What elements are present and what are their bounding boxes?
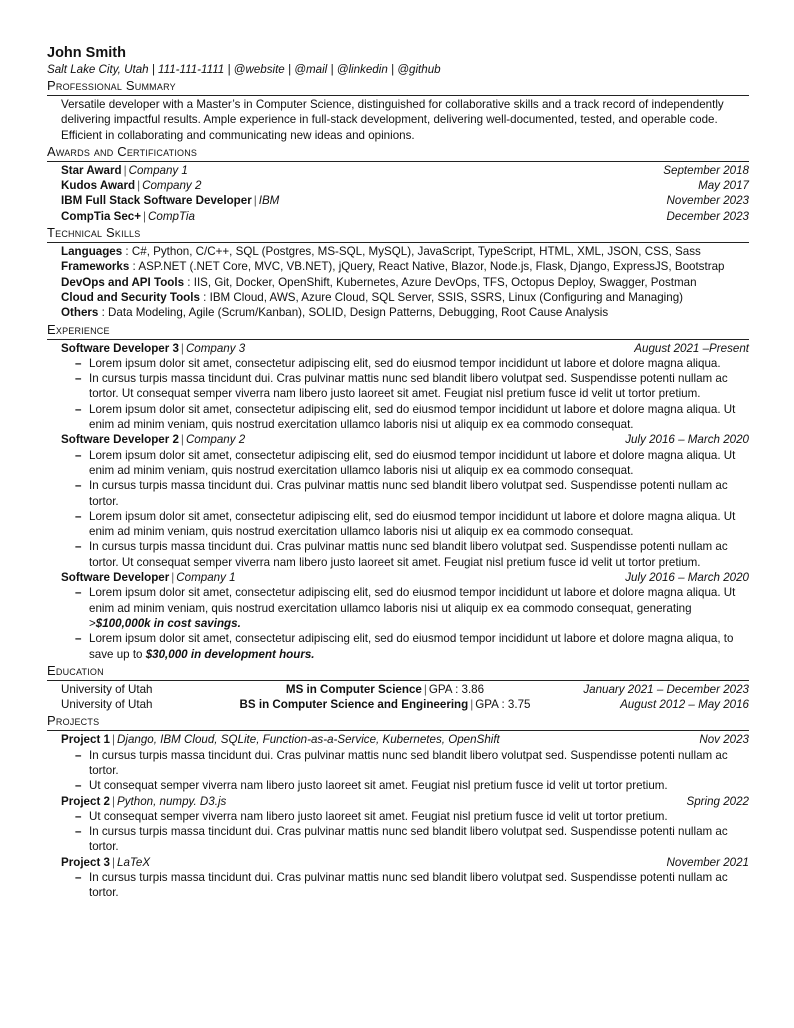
project-bullets [61,809,749,855]
project-header: Project 2 | Python, numpy. D3.js Spring 2022 [61,794,749,808]
gpa: GPA : 3.75 [475,698,531,712]
awards-list [47,163,749,224]
gpa: GPA : 3.86 [428,682,485,696]
award-title: Star Award [61,163,122,177]
education-list [47,682,749,713]
job-dates: July 2016 – March 2020 [625,571,749,585]
bullet-item: – Ut consequat semper viverra nam libero justo laoreet sit amet. Feugiat nisl pretium fusce id velit ut tortor pretium. [75,778,749,793]
project-tech: Django, IBM Cloud, SQLite, Function-as-a-Service, Kubernetes, OpenShift [117,733,500,747]
project-title: Project 2 [61,794,110,808]
bullet-item: – Lorem ipsum dolor sit amet, consectetur adipiscing elit, sed do eiusmod tempor incididunt ut labore et dolore magna aliqua. Ut enim ad minim veniam, quis nostrud exercitation ullamco laboris nisi ut aliquip ex ea commodo consequat, generating >$100,000k in cost savings. [75,585,749,631]
skill-label: Languages [61,245,123,259]
section-heading-summary: Professional Summary [47,78,749,96]
bullet-item: – In cursus turpis massa tincidunt dui. Cras pulvinar mattis nunc sed blandit libero volutpat sed. Suspendisse potenti nullam ac tortor. [75,870,749,901]
resume-page [47,44,749,901]
award-org: Company 1 [128,163,188,177]
degree: BS in Computer Science and Engineering [239,698,469,712]
award-date: November 2023 [666,194,749,208]
job-title: Software Developer 3 [61,341,179,355]
award-org: CompTia [148,209,195,223]
skill-label: Frameworks [61,260,130,274]
project-title: Project 1 [61,733,110,747]
skill-value: Data Modeling, Agile (Scrum/Kanban), SOLID, Design Patterns, Debugging, Root Cause Analysis [108,306,609,320]
skill-value: ASP.NET (.NET Core, MVC, VB.NET), jQuery, React Native, Blazor, Node.js, Flask, Django, ExpressJS, Bootstrap [138,260,725,274]
job-dates: July 2016 – March 2020 [625,433,749,447]
skill-value: IBM Cloud, AWS, Azure Cloud, SQL Server, SSIS, SSRS, Linux (Configuring and Managing) [209,290,684,304]
project-title: Project 3 [61,855,110,869]
project-header: Project 3 | LaTeX November 2021 [61,855,749,869]
job-dates: August 2021 –Present [634,341,749,355]
education-dates: January 2021 – December 2023 [583,682,749,696]
contact-line: Salt Lake City, Utah | 111-111-1111 | @website | @mail | @linkedin | @github [47,63,441,76]
skill-row: Frameworks : ASP.NET (.NET Core, MVC, VB.NET), jQuery, React Native, Blazor, Node.js, Flask, Django, ExpressJS, Bootstrap [61,260,725,274]
job-title: Software Developer [61,571,170,585]
projects-list [47,732,749,900]
skill-label: Cloud and Security Tools [61,290,200,304]
education-row: University of Utah MS in Computer Science | GPA : 3.86 January 2021 – December 2023 [61,682,749,696]
award-title: Kudos Award [61,179,136,193]
project-bullets [61,748,749,794]
skill-row: Languages : C#, Python, C/C++, SQL (Postgres, MS-SQL, MySQL), JavaScript, TypeScript, HTML, XML, JSON, CSS, Sass [61,245,701,259]
bullet-emphasis: $30,000 in development hours. [145,647,315,661]
skill-row: DevOps and API Tools : IIS, Git, Docker, OpenShift, Kubernetes, Azure DevOps, TFS, Octopus Deploy, Swagger, Postman [61,275,697,289]
summary-text: Versatile developer with a Master’s in Computer Science, distinguished for collaborative skills and a track record of independently delivering impactful results. Ample experience in full-stack development, delivering well-documented, tested, and operable code. Efficient in collaborating and communicating new ideas and opinions. [61,98,724,142]
bullet-item: – In cursus turpis massa tincidunt dui. Cras pulvinar mattis nunc sed blandit libero volutpat sed. Suspendisse potenti nullam ac tortor. [75,824,749,855]
award-row: Kudos Award | Company 2 May 2017 [61,179,749,193]
skill-value: C#, Python, C/C++, SQL (Postgres, MS-SQL, MySQL), JavaScript, TypeScript, HTML, XML, JSON, CSS, Sass [131,245,701,259]
section-heading-awards: Awards and Certifications [47,144,749,162]
section-heading-education: Education [47,663,749,681]
project-bullets [61,870,749,901]
job-header: Software Developer 3 | Company 3 August 2021 –Present [61,341,749,355]
award-row: Star Award | Company 1 September 2018 [61,163,749,177]
award-date: May 2017 [698,179,749,193]
section-heading-experience: Experience [47,322,749,340]
bullet-item: – Lorem ipsum dolor sit amet, consectetur adipiscing elit, sed do eiusmod tempor incididunt ut labore et dolore magna aliqua. [75,356,749,371]
job-bullets [61,356,749,432]
project-tech: LaTeX [117,855,151,869]
award-row: IBM Full Stack Software Developer | IBM November 2023 [61,194,749,208]
bullet-item: – Lorem ipsum dolor sit amet, consectetur adipiscing elit, sed do eiusmod tempor incididunt ut labore et dolore magna aliqua. Ut enim ad minim veniam, quis nostrud exercitation ullamco laboris nisi ut aliquip ex ea commodo consequat. [75,448,749,479]
skill-row: Cloud and Security Tools : IBM Cloud, AWS, Azure Cloud, SQL Server, SSIS, SSRS, Linux (Configuring and Managing) [61,290,684,304]
job-bullets [61,448,749,570]
education-row: University of Utah BS in Computer Science and Engineering | GPA : 3.75 August 2012 – May 2016 [61,698,749,712]
bullet-item: – Lorem ipsum dolor sit amet, consectetur adipiscing elit, sed do eiusmod tempor incididunt ut labore et dolore magna aliqua, to save up to $30,000 in development hours. [75,631,749,662]
project-date: Nov 2023 [699,733,749,747]
project-header: Project 1 | Django, IBM Cloud, SQLite, Function-as-a-Service, Kubernetes, OpenShift Nov 2023 [61,733,749,747]
skill-label: DevOps and API Tools [61,275,185,289]
section-heading-skills: Technical Skills [47,225,749,243]
job-title: Software Developer 2 [61,433,179,447]
job-header: Software Developer | Company 1 July 2016 – March 2020 [61,571,749,585]
award-row: CompTia Sec+ | CompTia December 2023 [61,209,749,223]
project-date: Spring 2022 [686,794,749,808]
bullet-item: – Lorem ipsum dolor sit amet, consectetur adipiscing elit, sed do eiusmod tempor incididunt ut labore et dolore magna aliqua. Ut enim ad minim veniam, quis nostrud exercitation ullamco laboris nisi ut aliquip ex ea commodo consequat. [75,509,749,540]
skills-list [47,244,749,320]
job-company: Company 2 [185,433,246,447]
award-date: September 2018 [663,163,749,177]
award-title: IBM Full Stack Software Developer [61,194,252,208]
award-org: IBM [258,194,280,208]
bullet-item: – Ut consequat semper viverra nam libero justo laoreet sit amet. Feugiat nisl pretium fusce id velit ut tortor pretium. [75,809,749,824]
skill-row: Others : Data Modeling, Agile (Scrum/Kanban), SOLID, Design Patterns, Debugging, Root Cause Analysis [61,306,609,320]
bullet-item: – Lorem ipsum dolor sit amet, consectetur adipiscing elit, sed do eiusmod tempor incididunt ut labore et dolore magna aliqua. Ut enim ad minim veniam, quis nostrud exercitation ullamco laboris nisi ut aliquip ex ea commodo consequat. [75,402,749,433]
job-company: Company 3 [185,341,246,355]
project-date: November 2021 [666,855,749,869]
candidate-name: John Smith [47,45,126,61]
job-bullets [61,585,749,661]
bullet-emphasis: $100,000k in cost savings. [95,616,241,630]
bullet-item: – In cursus turpis massa tincidunt dui. Cras pulvinar mattis nunc sed blandit libero volutpat sed. Suspendisse potenti nullam ac tortor. Ut consequat semper viverra nam libero justo laoreet sit amet. Feugiat nisl pretium fusce id velit ut tortor pretium. [75,371,749,402]
experience-list [47,341,749,662]
award-org: Company 2 [142,179,202,193]
bullet-item: – In cursus turpis massa tincidunt dui. Cras pulvinar mattis nunc sed blandit libero volutpat sed. Suspendisse potenti nullam ac tortor. [75,478,749,509]
job-header: Software Developer 2 | Company 2 July 2016 – March 2020 [61,433,749,447]
award-date: December 2023 [666,209,749,223]
degree: MS in Computer Science [285,682,422,696]
bullet-item: – In cursus turpis massa tincidunt dui. Cras pulvinar mattis nunc sed blandit libero volutpat sed. Suspendisse potenti nullam ac tortor. Ut consequat semper viverra nam libero justo laoreet sit amet. Feugiat nisl pretium fusce id velit ut tortor pretium. [75,539,749,570]
education-dates: August 2012 – May 2016 [620,698,749,712]
skill-value: IIS, Git, Docker, OpenShift, Kubernetes, Azure DevOps, TFS, Octopus Deploy, Swagger, Postman [193,275,697,289]
school-name: University of Utah [61,682,153,696]
project-tech: Python, numpy. D3.js [117,794,227,808]
skill-label: Others [61,306,99,320]
section-heading-projects: Projects [47,713,749,731]
award-title: CompTia Sec+ [61,209,142,223]
school-name: University of Utah [61,698,153,712]
job-company: Company 1 [176,571,236,585]
bullet-item: – In cursus turpis massa tincidunt dui. Cras pulvinar mattis nunc sed blandit libero volutpat sed. Suspendisse potenti nullam ac tortor. [75,748,749,779]
